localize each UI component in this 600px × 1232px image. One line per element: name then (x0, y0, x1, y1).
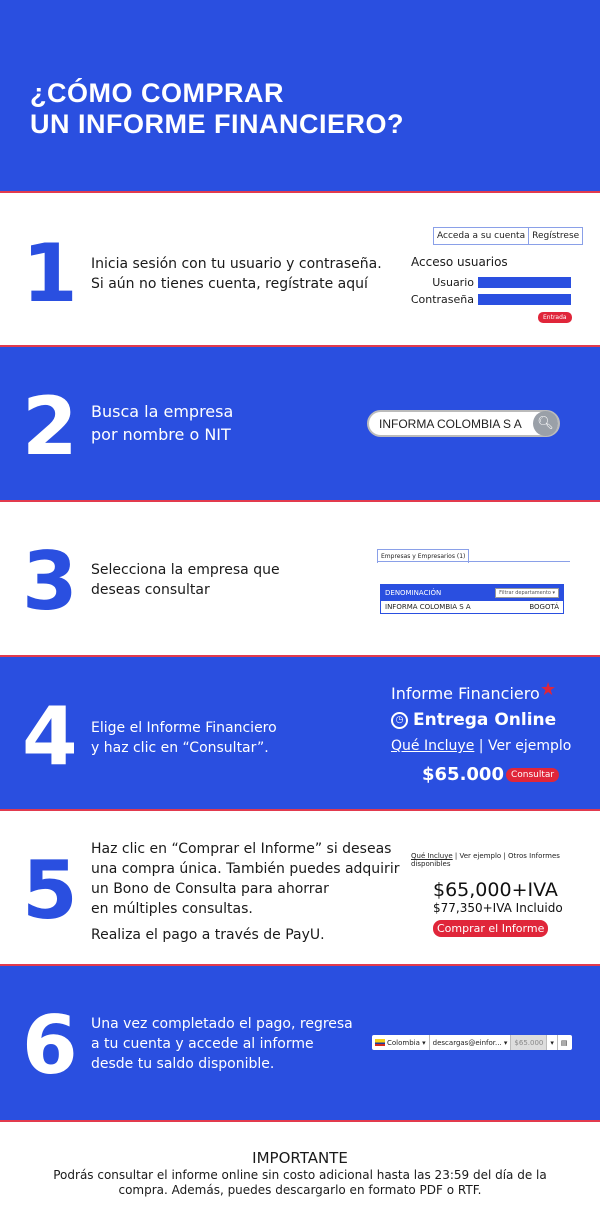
column-name: DENOMINACIÓN (385, 589, 442, 597)
consult-button[interactable]: Consultar (506, 768, 559, 782)
step-1 (0, 193, 600, 347)
footer (0, 1122, 600, 1232)
password-field[interactable] (478, 294, 571, 305)
step-text-line: y haz clic en “Consultar”. (91, 740, 269, 756)
account-email: descargas@einfor... (432, 1038, 502, 1047)
title-line-1: ¿CÓMO COMPRAR (30, 78, 284, 108)
password-row (410, 293, 571, 306)
step-number: 2 (22, 380, 78, 473)
balance-value: $65.000 (511, 1035, 547, 1050)
step-text-line: un Bono de Consulta para ahorrar (91, 881, 329, 897)
step-text-line: Una vez completado el pago, regresa (91, 1016, 353, 1032)
step-number: 3 (22, 535, 78, 628)
department-filter[interactable]: Filtrar departamento ▾ (495, 588, 559, 598)
step-number: 5 (22, 844, 78, 937)
page-title (30, 78, 404, 140)
step-number: 1 (22, 227, 78, 320)
flag-icon (375, 1039, 385, 1046)
step-text (91, 1014, 353, 1074)
step-number: 6 (22, 999, 78, 1092)
row-city: BOGOTÁ (529, 603, 559, 611)
search-box[interactable] (367, 410, 560, 437)
password-label: Contraseña (410, 293, 474, 306)
footer-text: Podrás consultar el informe online sin costo adicional hasta las 23:59 del día de la compra. Además, puedes descargarlo en formato PDF o RTF. (53, 1168, 547, 1197)
step-text-line: por nombre o NIT (91, 425, 231, 444)
step-text-line: una compra única. También puedes adquirir (91, 861, 400, 877)
others-link[interactable]: Otros Informes disponibles (411, 852, 560, 868)
results-tab[interactable]: Empresas y Empresarios (1) (377, 549, 469, 563)
step-text-line: en múltiples consultas. (91, 901, 253, 917)
product-title: Informe Financiero (391, 684, 540, 703)
step-text (91, 254, 382, 294)
step-3 (0, 502, 600, 657)
user-row (410, 276, 571, 289)
document-icon[interactable]: ▤ (560, 1038, 568, 1047)
step-text (91, 560, 280, 600)
purchase-price-incl: $77,350+IVA Incluido (433, 901, 563, 915)
step-text-line: Haz clic en “Comprar el Informe” si deseas (91, 841, 392, 857)
example-link[interactable]: Ver ejemplo (459, 852, 502, 860)
step-4 (0, 657, 600, 811)
step-text-line: Realiza el pago a través de PayU. (91, 927, 325, 943)
country-select[interactable]: Colombia ▾ (372, 1035, 430, 1050)
product-price: $65.000 (422, 764, 504, 785)
step-text-line: Elige el Informe Financiero (91, 720, 277, 736)
divider (377, 561, 570, 562)
balance-dropdown-icon[interactable]: ▾ (547, 1035, 558, 1050)
step-text-line: desde tu saldo disponible. (91, 1056, 275, 1072)
delivery-text: Entrega Online (413, 710, 557, 730)
product-links: Qué Incluye | Ver ejemplo (391, 738, 572, 754)
search-icon[interactable]: 🔍︎ (533, 411, 558, 436)
tab-register[interactable]: Regístrese (528, 228, 582, 244)
header (0, 0, 600, 193)
user-label: Usuario (432, 276, 474, 289)
includes-link[interactable]: Qué Incluye (411, 852, 453, 860)
table-header (381, 585, 563, 601)
title-line-2: UN INFORME FINANCIERO? (30, 109, 404, 139)
step-6 (0, 966, 600, 1122)
purchase-price: $65,000+IVA (433, 879, 558, 901)
country-label: Colombia (387, 1038, 420, 1047)
step-text-line: a tu cuenta y accede al informe (91, 1036, 314, 1052)
step-text (91, 839, 399, 945)
row-company[interactable]: INFORMA COLOMBIA S A (385, 603, 471, 611)
step-text-line: deseas consultar (91, 582, 210, 598)
step-2 (0, 347, 600, 502)
step-text-line: Selecciona la empresa que (91, 562, 280, 578)
step-text-line: Inicia sesión con tu usuario y contraseña. (91, 256, 382, 272)
table-row[interactable] (381, 601, 563, 613)
login-tabs (433, 227, 583, 245)
filter-label: Filtrar departamento (499, 590, 551, 596)
purchase-links: Qué Incluye | Ver ejemplo | Otros Informes disponibles (411, 852, 560, 868)
user-field[interactable] (478, 277, 571, 288)
step-text (91, 400, 233, 446)
step-number: 4 (22, 690, 78, 783)
login-title: Acceso usuarios (411, 255, 508, 269)
delivery-label (391, 710, 556, 730)
search-input[interactable]: INFORMA COLOMBIA S A (379, 416, 522, 431)
buy-report-button[interactable]: Comprar el Informe (433, 920, 548, 937)
results-table (380, 584, 564, 614)
step-text-line: Si aún no tienes cuenta, regístrate aquí (91, 276, 368, 292)
login-button[interactable]: Entrada (538, 312, 572, 323)
example-link[interactable]: Ver ejemplo (487, 738, 572, 754)
step-text (91, 718, 277, 758)
tab-account[interactable]: Acceda a su cuenta (437, 231, 526, 241)
account-bar (372, 1035, 572, 1050)
step-5 (0, 811, 600, 966)
account-select[interactable]: descargas@einfor... ▾ (430, 1035, 512, 1050)
star-icon: ★ (540, 679, 557, 700)
footer-title: IMPORTANTE (252, 1149, 348, 1167)
includes-link[interactable]: Qué Incluye (391, 738, 475, 754)
step-text-line: Busca la empresa (91, 402, 234, 421)
clock-icon: ◷ (391, 712, 408, 729)
